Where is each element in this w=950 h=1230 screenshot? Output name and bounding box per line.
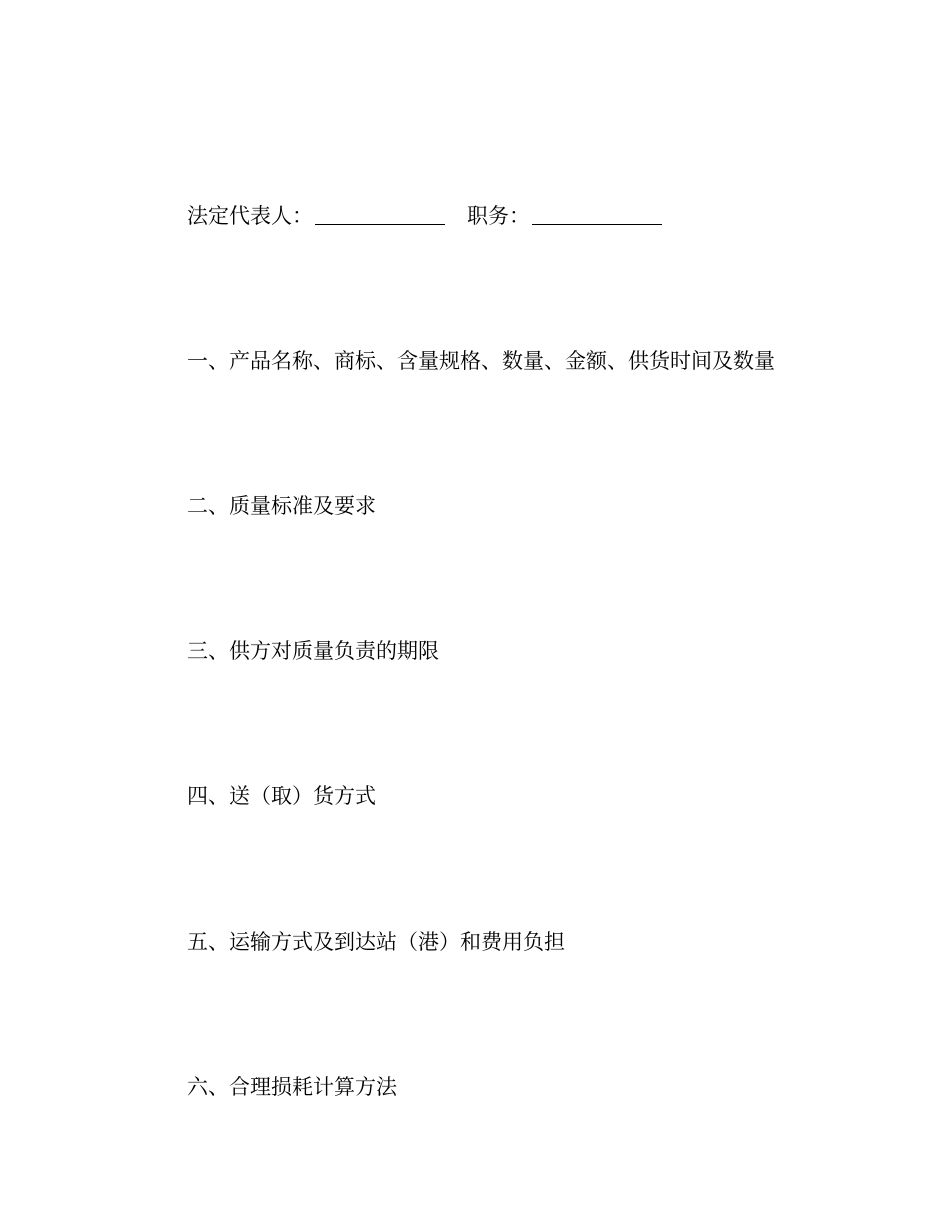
section-heading-6: 六、合理损耗计算方法 [187,1075,397,1099]
section-heading-5: 五、运输方式及到达站（港）和费用负担 [187,930,565,954]
section-heading-2: 二、质量标准及要求 [187,494,376,518]
legal-rep-blank [315,204,445,225]
section-heading-4: 四、送（取）货方式 [187,784,376,808]
section-heading-3: 三、供方对质量负责的期限 [187,639,439,663]
representative-line [187,202,662,230]
position-blank [532,204,662,225]
section-heading-1: 一、产品名称、商标、含量规格、数量、金额、供货时间及数量 [187,349,775,373]
legal-rep-label: 法定代表人： [187,204,313,228]
position-label: 职务： [467,204,530,228]
